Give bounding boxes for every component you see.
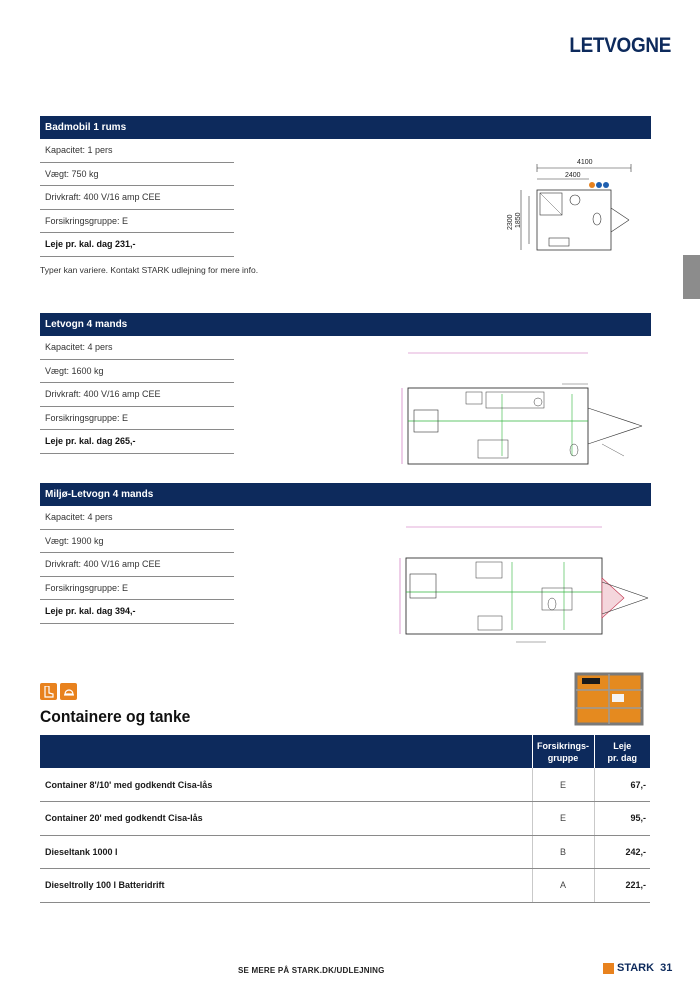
floor-plan-badmobil [497,152,647,264]
row-name: Container 8'/10' med godkendt Cisa-lås [40,768,532,802]
header-name [40,735,532,768]
floor-plan-letvogn [392,344,654,470]
dim-total: 4100 [577,159,593,166]
product-note: Typer kan variere. Kontakt STARK udlejning for mere info. [40,264,259,275]
spec-capacity: Kapacitet: 4 pers [40,506,234,530]
product-title: Badmobil 1 rums [40,116,651,139]
spec-insurance: Forsikringsgruppe: E [40,407,234,431]
spec-weight: Vægt: 1600 kg [40,360,234,384]
footer-brand [603,962,672,974]
power-icon [603,182,609,188]
header-group [532,735,594,768]
spec-insurance: Forsikringsgruppe: E [40,577,234,601]
dim-width-inner: 1850 [515,212,522,228]
table-header-row [40,735,650,768]
row-group: A [532,869,594,903]
row-name: Dieseltank 1000 l [40,835,532,869]
spec-insurance: Forsikringsgruppe: E [40,210,234,234]
product-title: Miljø-Letvogn 4 mands [40,483,651,506]
footer-link[interactable]: SE MERE PÅ STARK.DK/UDLEJNING [238,966,385,975]
spec-weight: Vægt: 750 kg [40,163,234,187]
spec-capacity: Kapacitet: 1 pers [40,139,234,163]
table-row [40,869,650,903]
section-title: Containere og tanke [40,707,191,726]
row-name: Dieseltrolly 100 l Batteridrift [40,869,532,903]
header-group-line2: gruppe [547,752,579,763]
spec-power: Drivkraft: 400 V/16 amp CEE [40,383,234,407]
containers-table [40,735,650,903]
boot-icon [40,683,57,700]
spec-weight: Vægt: 1900 kg [40,530,234,554]
row-group: E [532,802,594,836]
dim-inner: 2400 [565,172,581,179]
header-group-line1: Forsikrings- [536,740,589,751]
spec-power: Drivkraft: 400 V/16 amp CEE [40,553,234,577]
spec-capacity: Kapacitet: 4 pers [40,336,234,360]
page-title: LETVOGNE [569,34,671,57]
table-row [40,802,650,836]
fire-icon [589,182,595,188]
helmet-icon [60,683,77,700]
spec-price: Leje pr. kal. dag 394,- [40,600,234,624]
product-title: Letvogn 4 mands [40,313,651,336]
spec-price: Leje pr. kal. dag 265,- [40,430,234,454]
page-number: 31 [660,962,673,974]
row-name: Container 20' med godkendt Cisa-lås [40,802,532,836]
dim-width-outer: 2300 [507,214,514,230]
stark-logo-icon [603,963,614,974]
container-tank-photo [572,668,648,733]
table-row [40,835,650,869]
table-row [40,768,650,802]
row-price: 67,- [594,768,650,802]
floor-plan-miljoe [392,518,654,650]
side-tab [683,255,700,299]
header-price-line2: pr. dag [607,752,637,763]
spec-price: Leje pr. kal. dag 231,- [40,233,234,257]
row-group: E [532,768,594,802]
spec-power: Drivkraft: 400 V/16 amp CEE [40,186,234,210]
brand-name: STARK [617,962,655,974]
row-price: 221,- [594,869,650,903]
row-group: B [532,835,594,869]
water-icon [596,182,602,188]
row-price: 95,- [594,802,650,836]
header-price-line1: Leje [613,740,632,751]
row-price: 242,- [594,835,650,869]
category-icons [40,683,77,700]
header-price [594,735,650,768]
